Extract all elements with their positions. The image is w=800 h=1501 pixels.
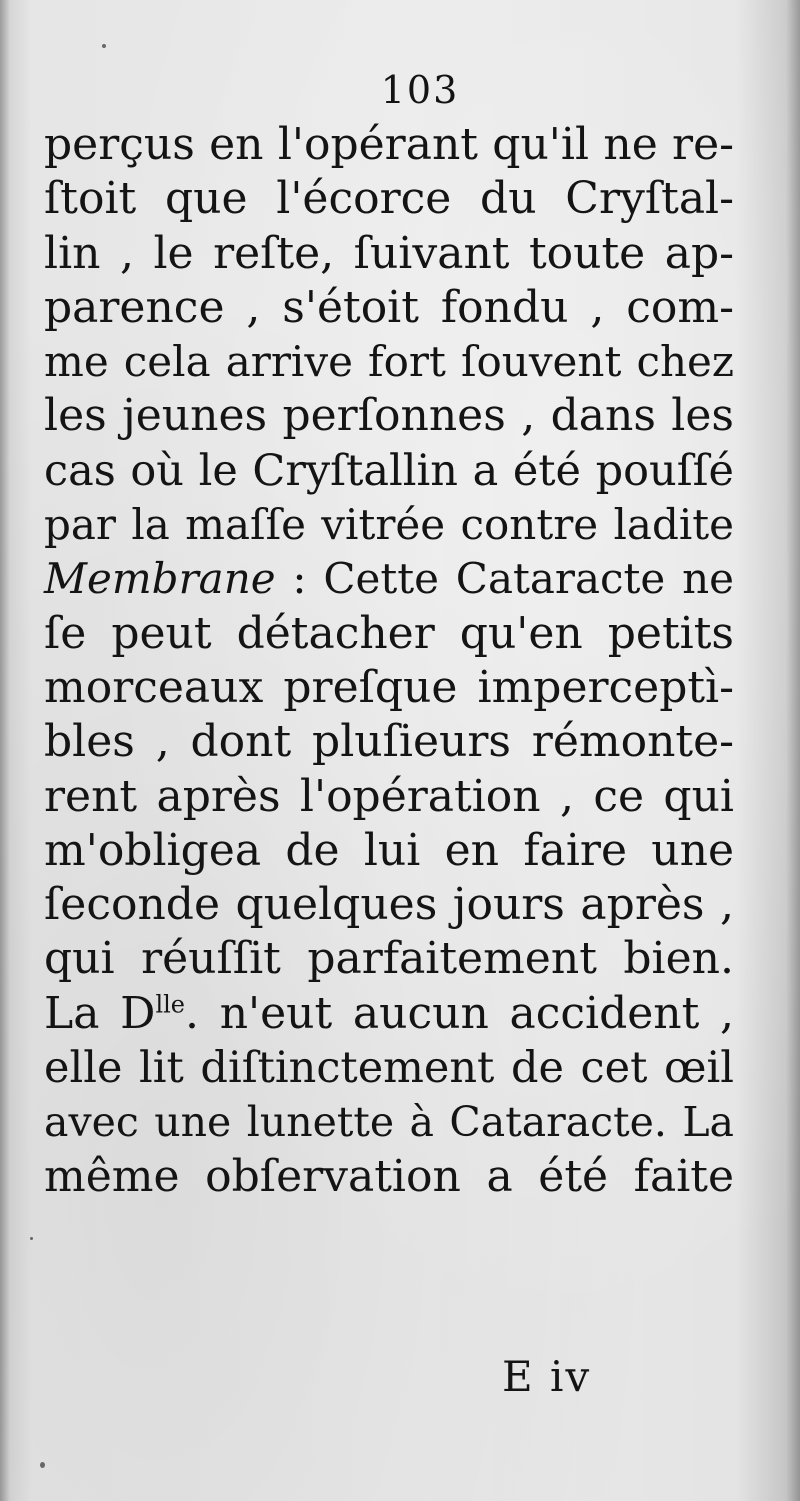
text-line: bles , dont pluſieurs rémonte- [44,716,734,768]
text-line: ſe peut détacher qu'en petits [44,607,734,659]
text-line: perçus en l'opérant qu'il ne re- [44,119,734,170]
text-line: même obſervation a été faite [44,1150,734,1202]
ink-speck [40,1462,45,1468]
text-line: qui réuſſit parfaitement bien. [44,933,734,985]
text-line: par la maſſe vitrée contre ladite [44,500,734,550]
text-line: ſeconde quelques jours après , [44,879,734,931]
text-line: cas où le Cryſtallin a été pouſſé [44,445,734,496]
text-line: elle lit diſtinctement de cet œil [44,1043,734,1094]
text-line-rest: : Cette Cataracte ne [275,554,734,604]
ink-speck [30,1237,33,1240]
italic-word: Membrane [44,554,276,604]
text-line: m'obligea de lui en faire une [44,824,734,876]
ink-speck [102,44,106,48]
text-line: avec une lunette à Cataracte. La [44,1098,734,1147]
text-line: morceaux preſque imperceptì- [44,661,734,713]
text-line-membrane [44,552,734,606]
text-fragment: La D [44,987,156,1039]
text-line: lin , le reſte, ſuivant toute ap- [44,227,734,279]
text-line: rent après l'opération , ce qui [44,770,734,822]
text-line: me cela arrive fort ſouvent chez [44,337,734,387]
signature-mark: E iv [502,1352,592,1401]
text-line-demoiselle [44,987,734,1041]
text-line: les jeunes perſonnes , dans les [44,390,734,442]
text-fragment: . n'eut aucun accident , [185,987,734,1039]
page-number: 103 [380,68,460,112]
body-text [44,118,734,1204]
superscript: lle [155,990,185,1019]
text-line: parence , s'étoit fondu , com- [44,281,734,333]
text-line: ſtoit que l'écorce du Cryſtal- [44,173,734,225]
